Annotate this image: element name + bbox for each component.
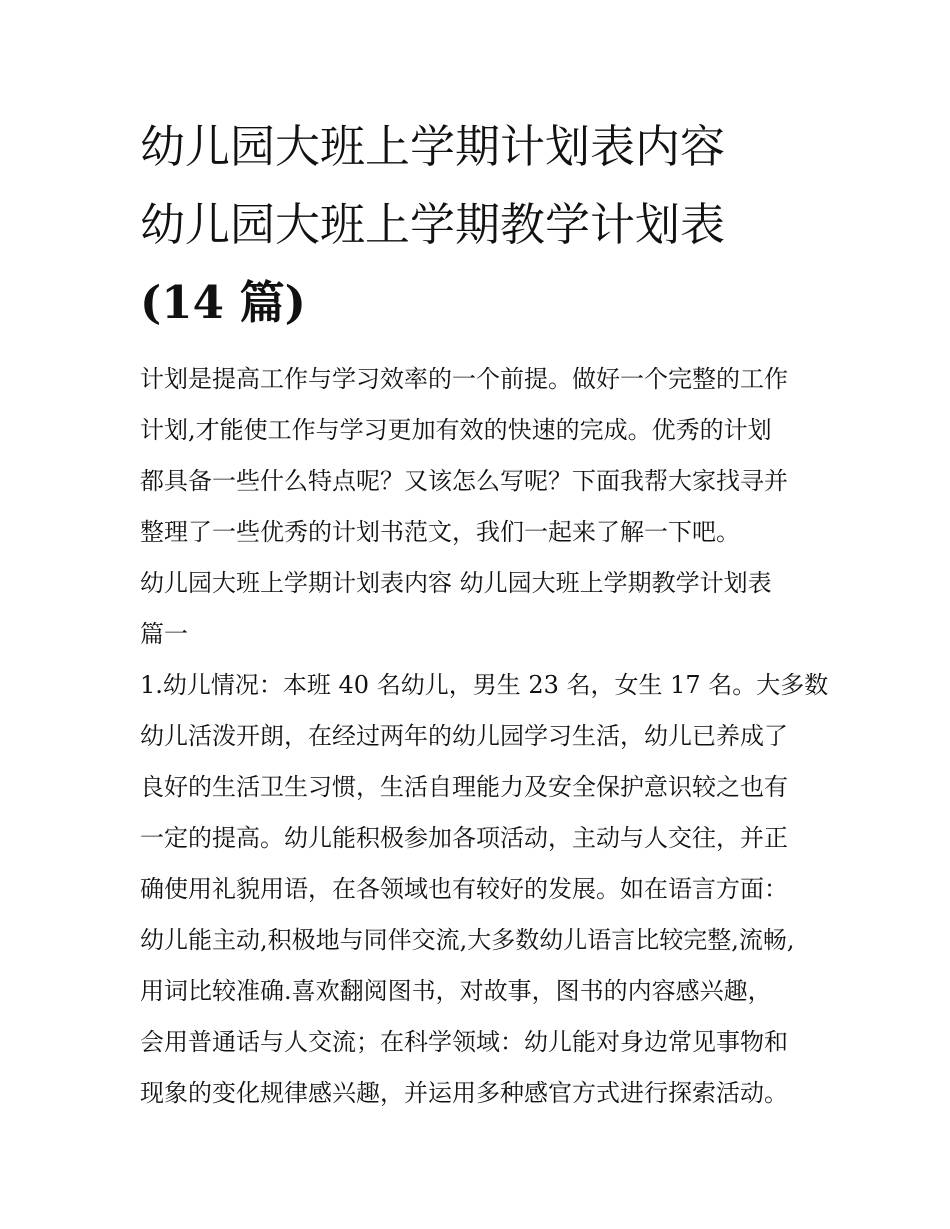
- body-line: 现象的变化规律感兴趣，并运用多种感官方式进行探索活动。: [140, 1079, 788, 1107]
- body-line: 计划,才能使工作与学习更加有效的快速的完成。优秀的计划: [140, 416, 772, 444]
- body-line: 确使用礼貌用语，在各领域也有较好的发展。如在语言方面：: [140, 875, 788, 903]
- section-heading-line: 幼儿园大班上学期计划表内容 幼儿园大班上学期教学计划表: [140, 569, 772, 597]
- body-line: 都具备一些什么特点呢？又该怎么写呢？下面我帮大家找寻并: [140, 467, 788, 495]
- body-line: 一定的提高。幼儿能积极参加各项活动，主动与人交往，并正: [140, 824, 788, 852]
- body-line: 幼儿活泼开朗，在经过两年的幼儿园学习生活，幼儿已养成了: [140, 722, 788, 750]
- section-heading-line: 篇一: [140, 620, 188, 648]
- document-body: [140, 354, 830, 1119]
- body-line: 用词比较准确.喜欢翻阅图书，对故事，图书的内容感兴趣，: [140, 977, 772, 1005]
- body-line: 良好的生活卫生习惯，生活自理能力及安全保护意识较之也有: [140, 773, 788, 801]
- body-line: 会用普通话与人交流；在科学领域：幼儿能对身边常见事物和: [140, 1028, 788, 1056]
- body-line: 计划是提高工作与学习效率的一个前提。做好一个完整的工作: [140, 365, 788, 393]
- document-title: [140, 108, 830, 342]
- body-line: 幼儿能主动,积极地与同伴交流,大多数幼儿语言比较完整,流畅,: [140, 926, 795, 954]
- body-line: 1.幼儿情况：本班 40 名幼儿，男生 23 名，女生 17 名。大多数: [140, 671, 829, 699]
- title-line: 幼儿园大班上学期教学计划表: [140, 198, 726, 251]
- title-line: (14 篇): [140, 276, 306, 329]
- title-line: 幼儿园大班上学期计划表内容: [140, 120, 726, 173]
- body-line: 整理了一些优秀的计划书范文，我们一起来了解一下吧。: [140, 518, 740, 546]
